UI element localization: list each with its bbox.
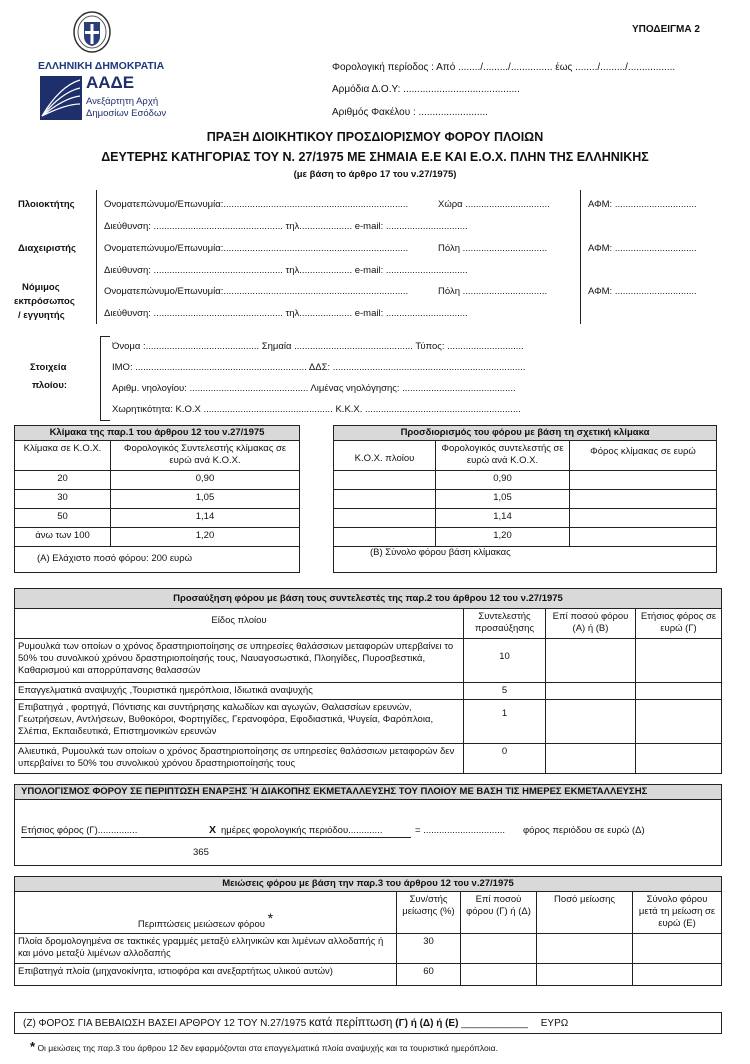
scale-row-v: 1,14: [111, 508, 300, 527]
surcharge-col-annual: Ετήσιος φόρος σε ευρώ (Γ): [636, 609, 722, 639]
doy-field[interactable]: Αρμόδια Δ.Ο.Υ: ..........................................: [332, 84, 520, 95]
surcharge-row-rate: 1: [464, 700, 546, 744]
footnote-star: *: [30, 1039, 36, 1054]
reductions-col-amount: Επί ποσού φόρου (Γ) ή (Δ): [461, 891, 537, 933]
surcharge-row-type: Επιβατηγά , φορτηγά, Πόντισης και συντήρησης καλωδίων και αγωγών, Θαλασσίων ερευνών, Γεωτρήσεων, Αντλήσεων, Βυθοκόροι, Φορτηγίδες, Γερανοφόρα, Εφοδιαστικά, Ψυγεία, Φαρόπλοια, Σλέπια, Εκπαιδευτικά, Επιστημονικών ερευνών: [15, 700, 464, 744]
coat-of-arms-icon: [72, 10, 112, 54]
scale-min-note: (Α) Ελάχιστο ποσό φόρου: 200 ευρώ: [15, 546, 300, 572]
reductions-amount-cell[interactable]: [461, 933, 537, 963]
reductions-col-rate: Συν/στής μείωσης (%): [397, 891, 461, 933]
reductions-col-reduction: Ποσό μείωσης: [537, 891, 633, 933]
calc-kox-cell[interactable]: [334, 508, 436, 527]
calc-col-kox: Κ.Ο.Χ. πλοίου: [334, 440, 436, 470]
manager-name-field[interactable]: Ονοματεπώνυμο/Επωνυμία:......................................................................: [104, 243, 409, 254]
title-line3: (με βάση το άρθρο 17 του ν.27/1975): [293, 169, 457, 180]
reductions-total-cell[interactable]: [633, 933, 722, 963]
partial-title: ΥΠΟΛΟΓΙΣΜΟΣ ΦΟΡΟΥ ΣΕ ΠΕΡΙΠΤΩΣΗ ΕΝΑΡΞΗΣ Ή ΔΙΑΚΟΠΗΣ ΕΚΜΕΤΑΛΛΕΥΣΗΣ ΤΟΥ ΠΛΟΙΟΥ ΜΕ ΒΑΣΗ ΤΙΣ ΗΜΕΡΕΣ ΕΚΜΕΤΑΛΛΕΥΣΗΣ: [15, 785, 721, 800]
rep-label-line2: εκπρόσωπος: [14, 296, 75, 307]
title-line2: ΔΕΥΤΕΡΗΣ ΚΑΤΗΓΟΡΙΑΣ ΤΟΥ Ν. 27/1975 ΜΕ ΣΗΜΑΙΑ Ε.Ε ΚΑΙ Ε.Ο.Χ. ΠΛΗΝ ΤΗΣ ΕΛΛΗΝΙΚΗΣ: [101, 150, 649, 164]
surcharge-row-type: Αλιευτικά, Ρυμουλκά των οποίων ο χρόνος δραστηριοποίησης σε υπηρεσίες θαλάσσιων μεταφορών δεν υπερβαίνει το 50% του συνολικού χρόνου δραστηριοποίησής τους: [15, 744, 464, 774]
rep-city-field[interactable]: Πόλη ................................: [438, 286, 548, 297]
calc-rate-cell: 1,20: [436, 527, 570, 546]
calc-table: [333, 425, 717, 573]
calc-kox-cell[interactable]: [334, 489, 436, 508]
reductions-star: *: [267, 909, 274, 926]
rep-afm-field[interactable]: ΑΦΜ: ...............................: [588, 286, 697, 297]
manager-city-field[interactable]: Πόλη ................................: [438, 243, 548, 254]
reductions-table: [14, 876, 722, 986]
surcharge-amount-cell[interactable]: [546, 639, 636, 683]
scale-row-k: 20: [15, 470, 111, 489]
sample-label: ΥΠΟΔΕΙΓΜΑ 2: [632, 24, 700, 35]
calc-tax-cell[interactable]: [570, 508, 717, 527]
reductions-col-total: Σύνολο φόρου μετά τη μείωση σε ευρώ (Ε): [633, 891, 722, 933]
calc-col-tax: Φόρος κλίμακας σε ευρώ: [570, 440, 717, 470]
reductions-row-rate: 30: [397, 933, 461, 963]
scale-table: [14, 425, 300, 573]
reductions-amount-cell[interactable]: [461, 963, 537, 985]
owner-name-field[interactable]: Ονοματεπώνυμο/Επωνυμία:......................................................................: [104, 199, 409, 210]
footnote-text: Οι μειώσεις της παρ.3 του άρθρου 12 δεν εφαρμόζονται στα επαγγελματικά πλοία αναψυχής και τα τουριστικά ημερόπλοια.: [37, 1043, 498, 1053]
final-text: (Ζ) ΦΟΡΟΣ ΓΙΑ ΒΕΒΑΙΩΣΗ ΒΑΣΕΙ ΑΡΘΡΟΥ 12 ΤΟΥ Ν.27/1975: [23, 1018, 307, 1029]
aade-line1: Ανεξάρτητη Αρχή: [86, 96, 159, 107]
surcharge-row-type: Ρυμουλκά των οποίων ο χρόνος δραστηριοποίησης σε υπηρεσίες θαλάσσιων μεταφορών υπερβαίνει το 50% του συνολικού χρόνου δραστηριοποίησής τους, Ναυαγοσωστικά, Πλοηγίδες, Πυροσβεστικά, Καθαρισμού και απορρύπανσης θαλασσών: [15, 639, 464, 683]
reductions-row-type: Πλοία δρομολογημένα σε τακτικές γραμμές μεταξύ ελληνικών και λιμένων αλλοδαπής ή και μόνο μεταξύ λιμένων αλλοδαπής: [15, 933, 397, 963]
aade-label: ΑΑΔΕ: [86, 73, 135, 92]
aade-logo-icon: [40, 76, 82, 120]
ship-name-row[interactable]: Όνομα :........................................... Σημαία ............................................. Τύπος: .............................: [112, 341, 524, 352]
calc-rate-cell: 0,90: [436, 470, 570, 489]
surcharge-row-rate: 5: [464, 683, 546, 700]
tax-period-field[interactable]: Φορολογική περίοδος : Από ......../........./............... έως ......../........./.................: [332, 62, 676, 73]
final-amount-line[interactable]: ____________: [461, 1018, 528, 1029]
calc-rate-cell: 1,14: [436, 508, 570, 527]
reductions-title: Μειώσεις φόρου με βάση την παρ.3 του άρθρου 12 του ν.27/1975: [15, 877, 722, 892]
scale-col-kox: Κλίμακα σε Κ.Ο.Χ.: [15, 440, 111, 470]
surcharge-amount-cell[interactable]: [546, 683, 636, 700]
calc-kox-cell[interactable]: [334, 470, 436, 489]
calc-total-note: (Β) Σύνολο φόρου βάση κλίμακας: [334, 546, 717, 572]
scale-row-k: 50: [15, 508, 111, 527]
final-options: (Γ) ή (Δ) ή (Ε): [395, 1018, 459, 1029]
ship-imo-row[interactable]: ΙΜΟ: ................................................................. ΔΔΣ: .........................................................................: [112, 362, 526, 373]
reductions-value-cell[interactable]: [537, 963, 633, 985]
calc-tax-cell[interactable]: [570, 489, 717, 508]
scale-row-v: 0,90: [111, 470, 300, 489]
ship-label-line2: πλοίου:: [32, 380, 68, 391]
rep-name-field[interactable]: Ονοματεπώνυμο/Επωνυμία:......................................................................: [104, 286, 409, 297]
calc-tax-cell[interactable]: [570, 470, 717, 489]
owner-address-field[interactable]: Διεύθυνση: ................................................. τηλ.................... e-mail: ...............................: [104, 221, 468, 232]
owner-afm-field[interactable]: ΑΦΜ: ...............................: [588, 199, 697, 210]
partial-days[interactable]: ημέρες φορολογικής περιόδου.............: [221, 825, 383, 836]
surcharge-annual-cell[interactable]: [636, 639, 722, 683]
manager-address-field[interactable]: Διεύθυνση: ................................................. τηλ.................... e-mail: ...............................: [104, 265, 468, 276]
manager-label: Διαχειριστής: [18, 243, 76, 254]
surcharge-title: Προσαύξηση φόρου με βάση τους συντελεστές της παρ.2 του άρθρου 12 του ν.27/1975: [15, 589, 722, 609]
reductions-row-type: Επιβατηγά πλοία (μηχανοκίνητα, ιστιοφόρα και ανεξαρτήτως υλικού αυτών): [15, 963, 397, 985]
ship-label-line1: Στοιχεία: [30, 362, 67, 373]
owner-country-field[interactable]: Χώρα ................................: [438, 199, 550, 210]
surcharge-table: [14, 588, 722, 774]
reductions-row-rate: 60: [397, 963, 461, 985]
scale-table-title: Κλίμακα της παρ.1 του άρθρου 12 του ν.27/1975: [15, 426, 300, 441]
surcharge-row-rate: 0: [464, 744, 546, 774]
surcharge-col-amount: Επί ποσού φόρου (Α) ή (Β): [546, 609, 636, 639]
scale-row-v: 1,05: [111, 489, 300, 508]
final-case: κατά περίπτωση: [309, 1017, 393, 1029]
reductions-total-cell[interactable]: [633, 963, 722, 985]
surcharge-row-rate: 10: [464, 639, 546, 683]
surcharge-amount-cell[interactable]: [546, 744, 636, 774]
aade-line2: Δημοσίων Εσόδων: [86, 108, 167, 119]
rep-label-line1: Νόμιμος: [22, 282, 60, 293]
surcharge-annual-cell[interactable]: [636, 700, 722, 744]
scale-row-v: 1,20: [111, 527, 300, 546]
manager-afm-field[interactable]: ΑΦΜ: ...............................: [588, 243, 697, 254]
scale-col-rate: Φορολογικός Συντελεστής κλίμακας σε ευρώ ανά Κ.Ο.Χ.: [111, 440, 300, 470]
owner-label: Πλοιοκτήτης: [18, 199, 75, 210]
surcharge-row-type: Επαγγελματικά αναψυχής ,Τουριστικά ημερόπλοια, Ιδιωτικά αναψυχής: [15, 683, 464, 700]
rep-address-field[interactable]: Διεύθυνση: ................................................. τηλ.................... e-mail: ...............................: [104, 308, 468, 319]
ship-tonnage-row[interactable]: Χωρητικότητα: Κ.Ο.Χ ................................................. Κ.Κ.Χ. ...........................................................: [112, 404, 521, 415]
calc-rate-cell: 1,05: [436, 489, 570, 508]
surcharge-annual-cell[interactable]: [636, 683, 722, 700]
scale-row-k: 30: [15, 489, 111, 508]
partial-period-box: [14, 784, 722, 866]
calc-kox-cell[interactable]: [334, 527, 436, 546]
title-line1: ΠΡΑΞΗ ΔΙΟΙΚΗΤΙΚΟΥ ΠΡΟΣΔΙΟΡΙΣΜΟΥ ΦΟΡΟΥ ΠΛΟΙΩΝ: [206, 130, 544, 144]
partial-formula[interactable]: Ετήσιος φόρος (Γ)...............: [21, 825, 138, 836]
ship-registry-row[interactable]: Αριθμ. νηολογίου: ............................................. Λιμένας νηολόγησης: ...........................................: [112, 383, 516, 394]
file-number-field[interactable]: Αριθμός Φακέλου : .........................: [332, 107, 488, 118]
scale-row-k: άνω των 100: [15, 527, 111, 546]
surcharge-amount-cell[interactable]: [546, 700, 636, 744]
reductions-value-cell[interactable]: [537, 933, 633, 963]
reductions-col-cases: Περιπτώσεις μειώσεων φόρου: [137, 918, 265, 930]
surcharge-col-type: Είδος πλοίου: [15, 609, 464, 639]
calc-table-title: Προσδιορισμός του φόρου με βάση τη σχετική κλίμακα: [334, 426, 717, 441]
partial-result: φόρος περιόδου σε ευρώ (Δ): [523, 825, 645, 836]
partial-equals[interactable]: = ...............................: [415, 825, 506, 836]
republic-label: ΕΛΛΗΝΙΚΗ ΔΗΜΟΚΡΑΤΙΑ: [38, 60, 165, 72]
partial-multiply: Χ: [209, 824, 217, 836]
calc-tax-cell[interactable]: [570, 527, 717, 546]
surcharge-annual-cell[interactable]: [636, 744, 722, 774]
rep-label-line3: / εγγυητής: [18, 310, 65, 321]
final-currency: ΕΥΡΩ: [540, 1018, 569, 1029]
final-tax-box: [14, 1012, 722, 1034]
calc-col-rate: Φορολογικός συντελεστής σε ευρώ ανά Κ.Ο.Χ.: [436, 440, 570, 470]
surcharge-col-rate: Συντελεστής προσαύξησης: [464, 609, 546, 639]
partial-divisor: 365: [193, 847, 209, 858]
